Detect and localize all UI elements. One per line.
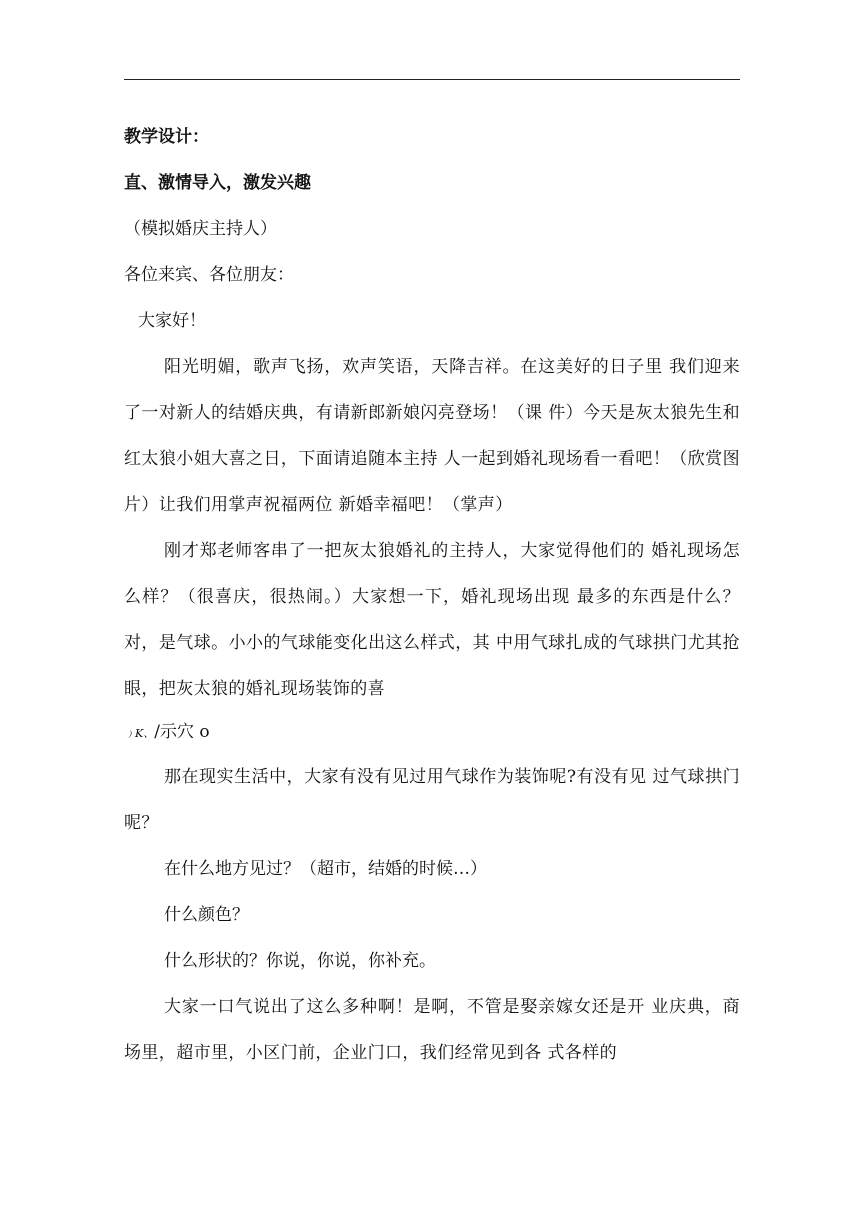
doc-heading: 教学设计：	[124, 127, 209, 147]
question-3: 什么形状的？你说，你说，你补充。	[164, 951, 436, 971]
header-rule	[124, 79, 740, 80]
paragraph-3: 那在现实生活中，大家有没有见过用气球作为装饰呢?有没有见 过气球拱门呢？	[124, 767, 740, 833]
section-title: 直、激情导入，激发兴趣	[124, 173, 311, 193]
paragraph-4: 大家一口气说出了这么多种啊！是啊，不管是娶亲嫁女还是开 业庆典，商场里，超市里，小区门前，企业门口，我们经常见到各 式各样的	[124, 997, 740, 1063]
garbled-line	[124, 712, 740, 754]
greeting: 各位来宾、各位朋友：	[124, 265, 294, 285]
question-2: 什么颜色？	[164, 905, 249, 925]
garbled-rest-text: /示穴 o	[154, 722, 210, 742]
garbled-small-text: ﹚Κ、	[124, 727, 155, 740]
paragraph-2: 刚才郑老师客串了一把灰太狼婚礼的主持人，大家觉得他们的 婚礼现场怎么样？（很喜庆，很热闹。）大家想一下，婚礼现场出现 最多的东西是什么？对，是气球。小小的气球能变化出这么样式，其 中用气球扎成的气球拱门尤其抢眼，把灰太狼的婚礼现场装饰的喜	[124, 541, 740, 699]
document-body	[124, 114, 740, 1076]
role-note: （模拟婚庆主持人）	[124, 219, 277, 239]
hello-line: 大家好！	[138, 311, 206, 331]
question-1: 在什么地方见过？（超市，结婚的时候…）	[164, 859, 487, 879]
paragraph-1: 阳光明媚，歌声飞扬，欢声笑语，天降吉祥。在这美好的日子里 我们迎来了一对新人的结婚庆典，有请新郎新娘闪亮登场！（课 件）今天是灰太狼先生和红太狼小姐大喜之日，下面请追随本主持 人一起到婚礼现场看一看吧！（欣赏图片）让我们用掌声祝福两位 新婚幸福吧！（掌声）	[124, 357, 740, 515]
